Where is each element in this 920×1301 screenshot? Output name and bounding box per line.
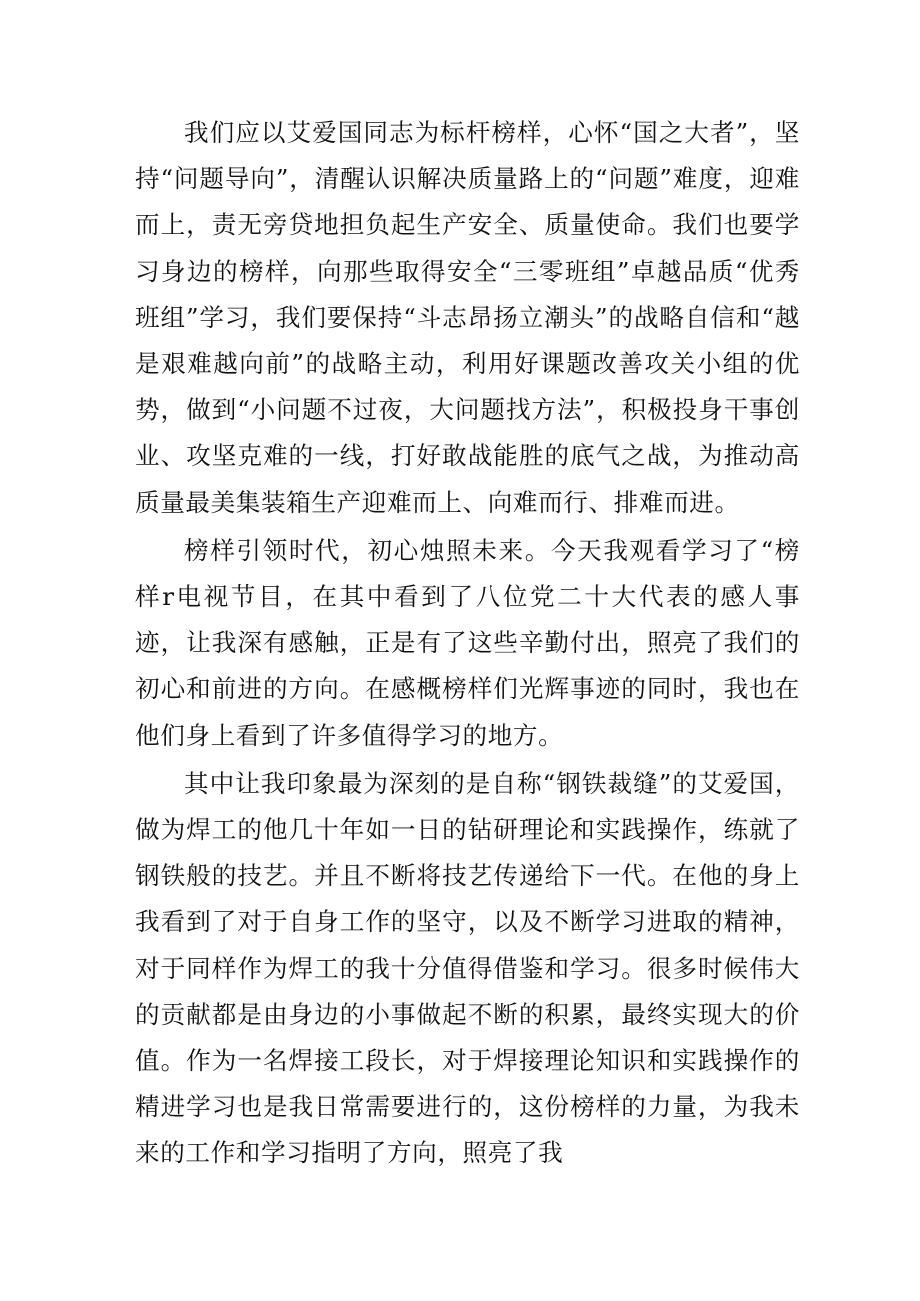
paragraph-3: 其中让我印象最为深刻的是自称“钢铁裁缝”的艾爱国，做为焊工的他几十年如一日的钻研理论和实践操作，练就了钢铁般的技艺。并且不断将技艺传递给下一代。在他的身上我看到了对于自身工作的坚守，以及不断学习进取的精神，对于同样作为焊工的我十分值得借鉴和学习。很多时候伟大的贡献都是由身边的小事做起不断的积累，最终实现大的价值。作为一名焊接工段长，对于焊接理论知识和实践操作的精进学习也是我日常需要进行的，这份榜样的力量，为我未来的工作和学习指明了方向，照亮了我 (135, 768, 800, 1168)
paragraph-2: 榜样引领时代，初心烛照未来。今天我观看学习了“榜样r电视节目，在其中看到了八位党二十大代表的感人事迹，让我深有感触，正是有了这些辛勤付出，照亮了我们的初心和前进的方向。在感概榜样们光辉事迹的同时，我也在他们身上看到了许多值得学习的地方。 (135, 535, 800, 750)
document-body (135, 110, 800, 1177)
paragraph-1: 我们应以艾爱国同志为标杆榜样，心怀“国之大者”，坚持“问题导向”，清醒认识解决质量路上的“问题”难度，迎难而上，责无旁贷地担负起生产安全、质量使命。我们也要学习身边的榜样，向那些取得安全“三零班组”卓越品质“优秀班组”学习，我们要保持“斗志昂扬立潮头”的战略自信和“越是艰难越向前”的战略主动，利用好课题改善攻关小组的优势，做到“小问题不过夜，大问题找方法”，积极投身干事创业、攻坚克难的一线，打好敢战能胜的底气之战，为推动高质量最美集装箱生产迎难而上、向难而行、排难而进。 (135, 118, 800, 517)
